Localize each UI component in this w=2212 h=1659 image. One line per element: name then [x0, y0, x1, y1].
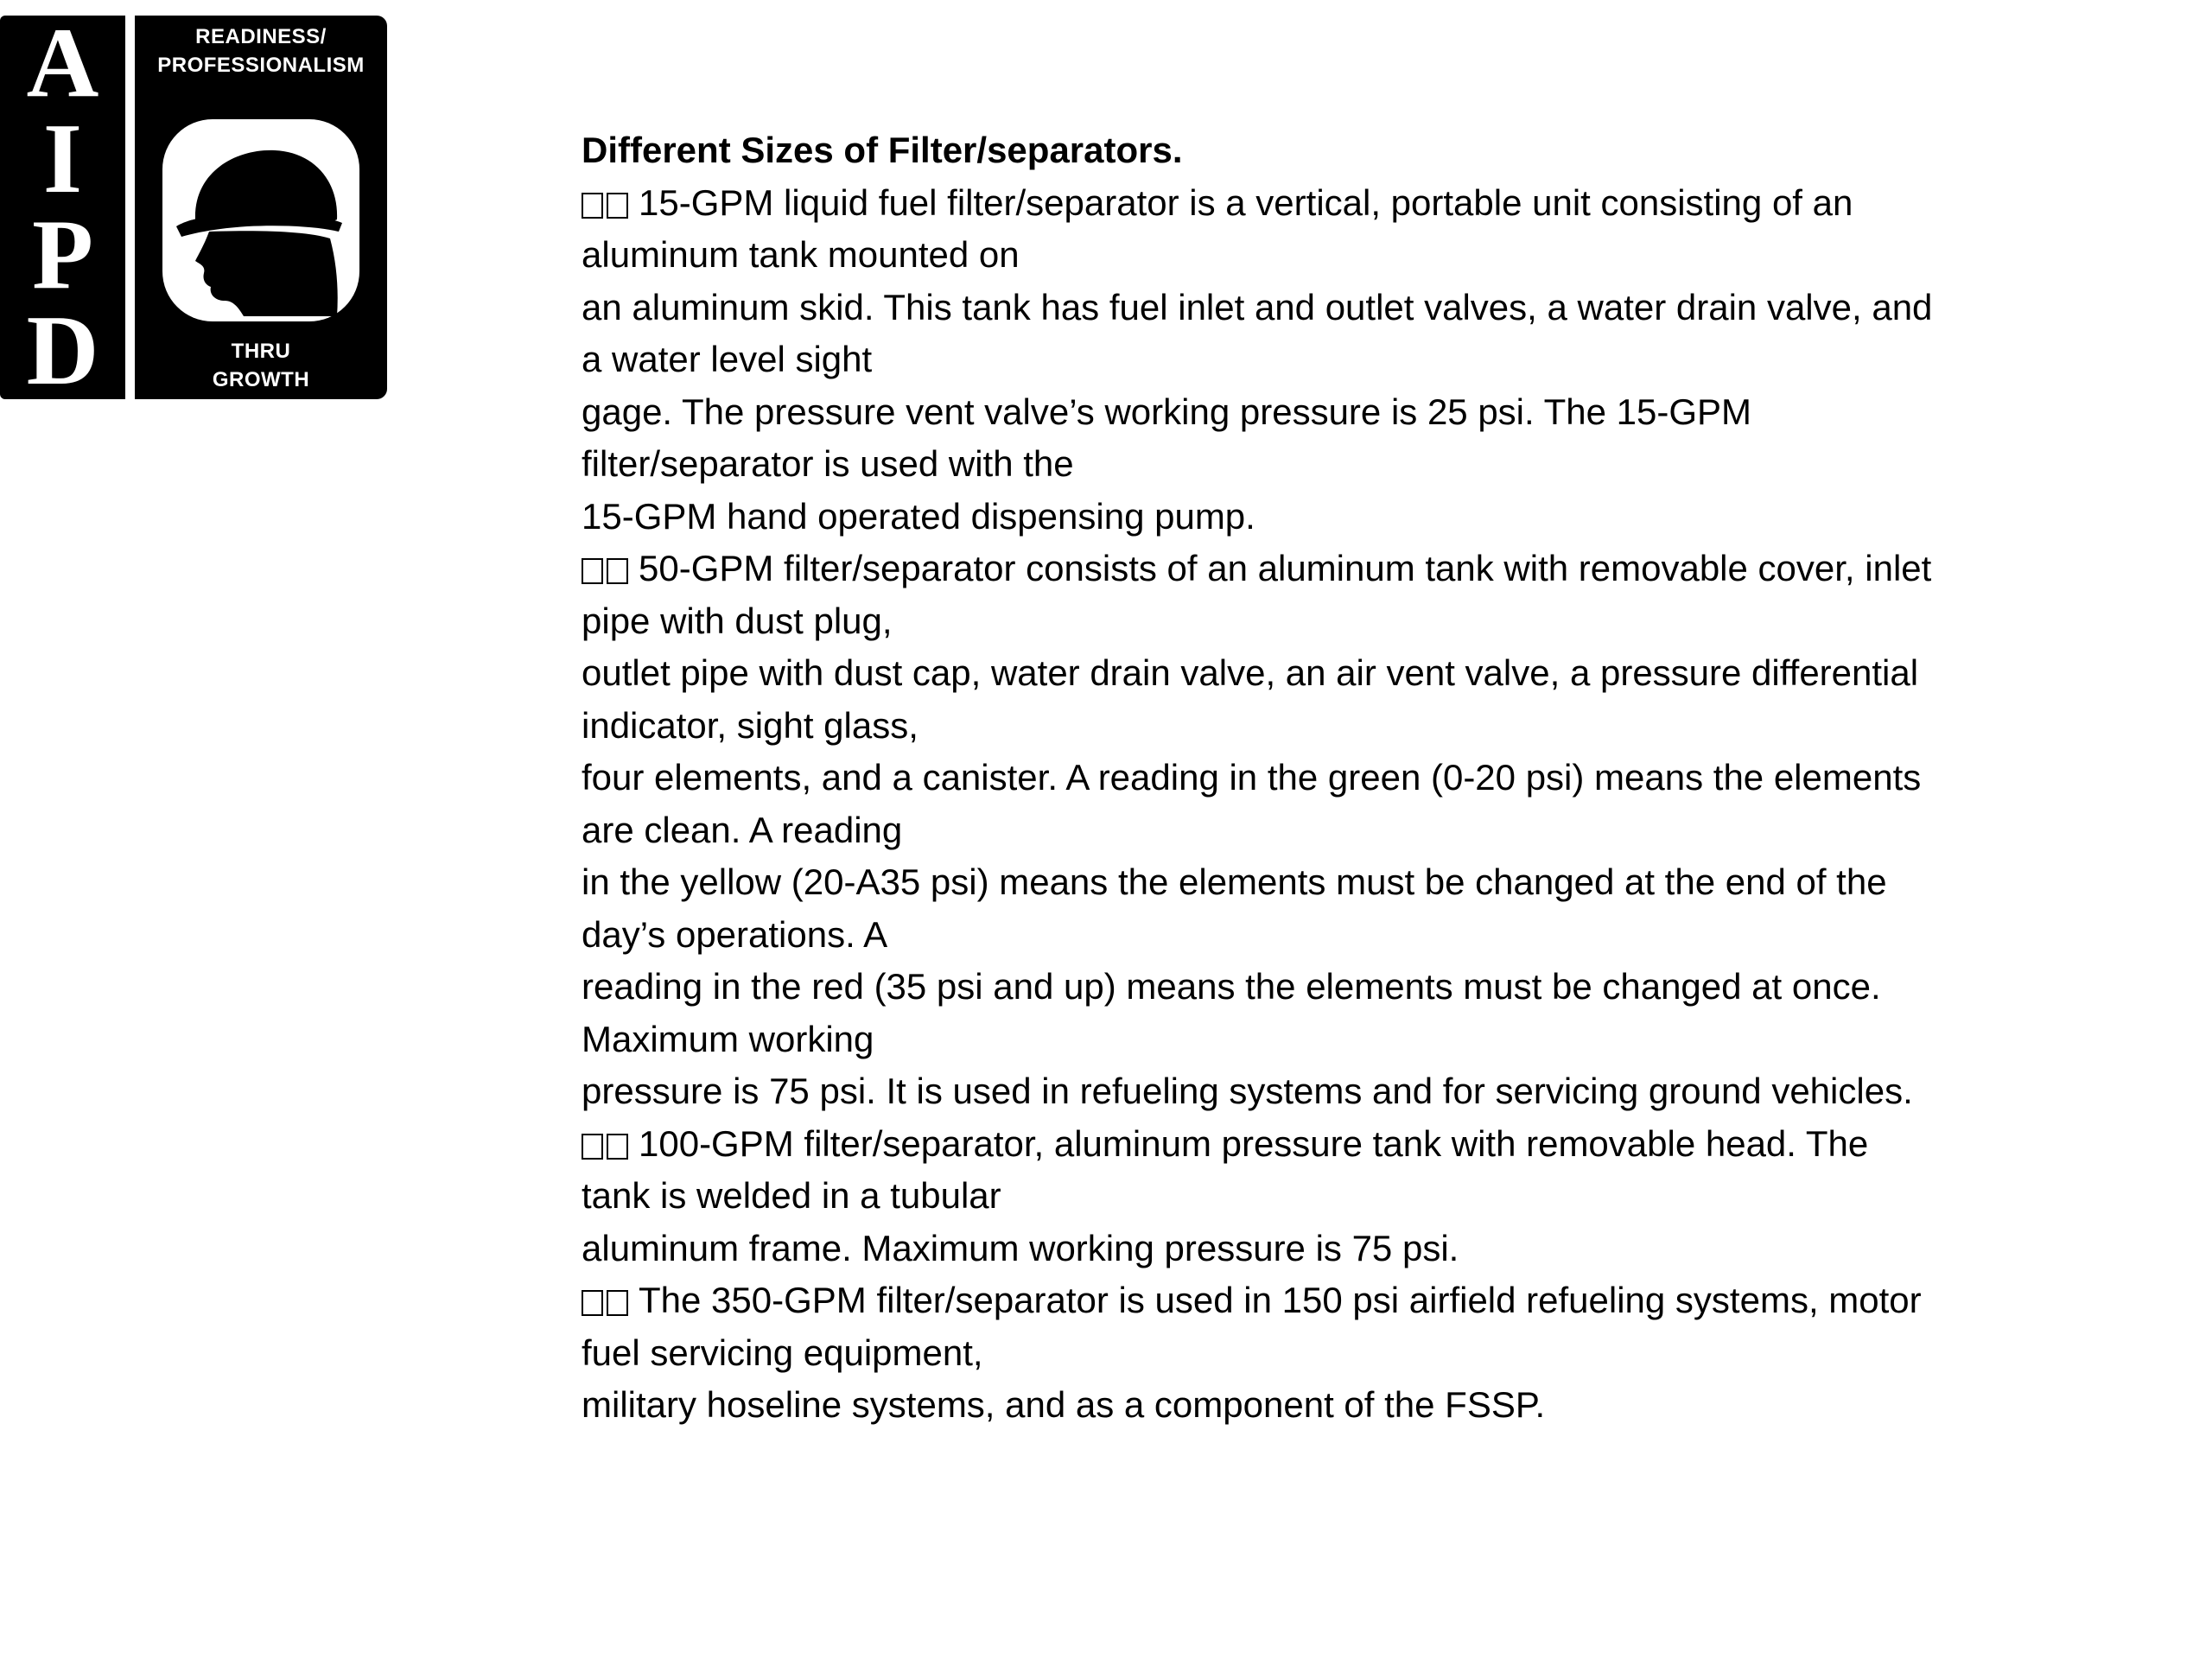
logo-motto-line: READINESS/: [195, 25, 327, 48]
missing-glyph-box-icon: [582, 1290, 603, 1316]
logo-emblem-panel: [135, 16, 387, 399]
text-line: [582, 334, 2163, 386]
line-text: are clean. A reading: [582, 809, 903, 850]
text-line: [582, 177, 2163, 230]
text-line: [582, 700, 2163, 753]
text-line: [582, 1170, 2163, 1223]
line-text: aluminum tank mounted on: [582, 234, 1020, 275]
line-text: pipe with dust plug,: [582, 600, 893, 641]
missing-glyph-box-icon: [607, 558, 628, 584]
line-text: military hoseline systems, and as a component of the FSSP.: [582, 1384, 1546, 1425]
line-text: filter/separator is used with the: [582, 443, 1074, 484]
text-line: [582, 282, 2163, 334]
logo-letter-a: A: [26, 8, 99, 118]
line-text: in the yellow (20-A35 psi) means the elements must be changed at the end of the: [582, 861, 1887, 902]
logo-letter-d: D: [26, 296, 99, 406]
line-text: gage. The pressure vent valve’s working pressure is 25 psi. The 15-GPM: [582, 391, 1752, 432]
text-line: [582, 1223, 2163, 1275]
line-text: a water level sight: [582, 339, 873, 379]
line-text: 15-GPM hand operated dispensing pump.: [582, 495, 1255, 537]
logo-letters-column: [0, 8, 125, 406]
logo-motto-line: PROFESSIONALISM: [157, 54, 365, 77]
text-line: [582, 543, 2163, 595]
line-text: four elements, and a canister. A reading in the green (0-20 psi) means the elements: [582, 757, 1922, 798]
text-line: [582, 1118, 2163, 1171]
line-text: fuel servicing equipment,: [582, 1332, 983, 1373]
line-text: reading in the red (35 psi and up) means the elements must be changed at once.: [582, 966, 1881, 1007]
line-text: 50-GPM filter/separator consists of an aluminum tank with removable cover, inlet: [639, 548, 1932, 588]
text-line: [582, 1014, 2163, 1066]
line-text: pressure is 75 psi. It is used in refueling systems and for servicing ground vehicles.: [582, 1071, 1913, 1111]
text-line: [582, 386, 2163, 439]
missing-glyph-box-icon: [582, 1134, 603, 1160]
missing-glyph-box-icon: [582, 193, 603, 219]
logo-letter-i: I: [42, 104, 83, 214]
bullet-glyph-icon: [582, 543, 632, 595]
bullet-glyph-icon: [582, 1118, 632, 1171]
bullet-glyph-icon: [582, 1274, 632, 1327]
text-line: [582, 229, 2163, 282]
text-line: [582, 1327, 2163, 1380]
logo-motto-line: THRU: [231, 340, 291, 363]
text-line: [582, 804, 2163, 857]
line-text: 100-GPM filter/separator, aluminum pressure tank with removable head. The: [639, 1122, 1869, 1164]
line-text: an aluminum skid. This tank has fuel inlet and outlet valves, a water drain valve, and: [582, 286, 1933, 327]
logo-motto-top: [135, 22, 387, 79]
bullet-glyph-icon: [582, 177, 632, 230]
soldier-helmet-icon: [161, 118, 361, 323]
text-line: [582, 491, 2163, 543]
text-line: [582, 752, 2163, 804]
text-line: [582, 595, 2163, 648]
missing-glyph-box-icon: [607, 1290, 628, 1316]
line-text: indicator, sight glass,: [582, 704, 918, 746]
line-text: aluminum frame. Maximum working pressure is 75 psi.: [582, 1227, 1459, 1268]
text-line: [582, 438, 2163, 491]
line-text: tank is welded in a tubular: [582, 1175, 1001, 1216]
missing-glyph-box-icon: [607, 193, 628, 219]
document-lines: [582, 177, 2163, 1432]
text-line: [582, 1274, 2163, 1327]
document-body: [582, 124, 2163, 1432]
text-line: [582, 856, 2163, 909]
logo-motto-line: GROWTH: [212, 368, 310, 391]
text-line: [582, 1379, 2163, 1432]
line-text: Maximum working: [582, 1018, 874, 1059]
line-text: 15-GPM liquid fuel filter/separator is a vertical, portable unit consisting of an: [639, 181, 1853, 223]
line-text: day’s operations. A: [582, 913, 888, 955]
text-line: [582, 909, 2163, 962]
text-line: [582, 961, 2163, 1014]
document-heading: Different Sizes of Filter/separators.: [582, 130, 1183, 170]
logo-motto-bottom: [135, 337, 387, 394]
logo-letter-p: P: [32, 200, 93, 310]
aipd-logo: [0, 8, 387, 406]
missing-glyph-box-icon: [582, 558, 603, 584]
text-line: [582, 647, 2163, 700]
text-line: [582, 1065, 2163, 1118]
line-text: outlet pipe with dust cap, water drain valve, an air vent valve, a pressure differential: [582, 652, 1919, 693]
missing-glyph-box-icon: [607, 1134, 628, 1160]
line-text: The 350-GPM filter/separator is used in 150 psi airfield refueling systems, motor: [639, 1280, 1922, 1320]
